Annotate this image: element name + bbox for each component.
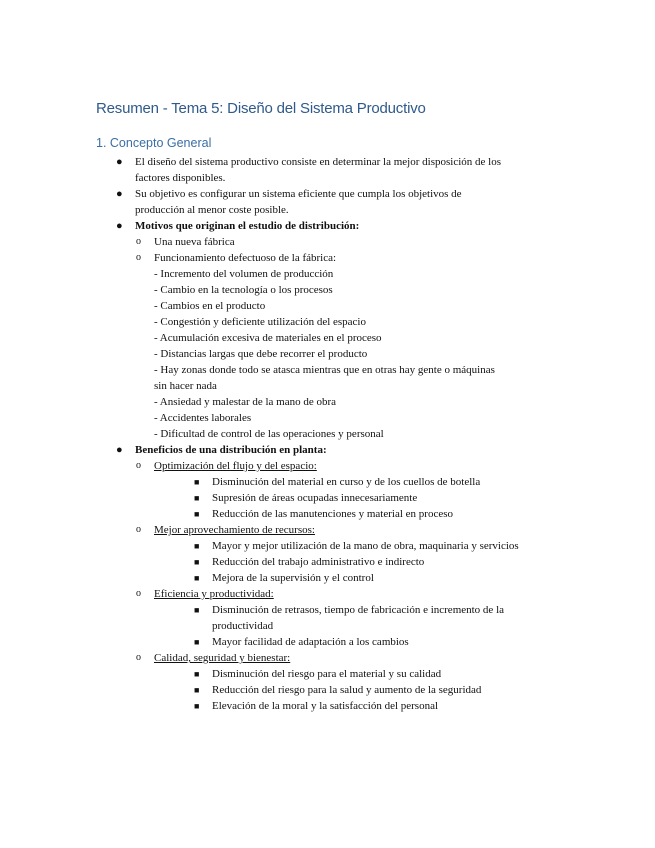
circle-marker: o (136, 460, 141, 471)
list-item-label: Beneficios de una distribución en planta: (135, 444, 327, 456)
benefit-item-text: Disminución de retrasos, tiempo de fabricación e incremento de la (212, 604, 505, 616)
dash-item: - Accidentes laborales (154, 412, 252, 424)
list-item-continuation: factores disponibles. (135, 172, 226, 184)
bullet-marker: ● (116, 220, 123, 232)
dash-item: - Congestión y deficiente utilización del espacio (154, 316, 366, 328)
sub-list-item-text: Una nueva fábrica (154, 236, 235, 248)
benefit-item-text: Supresión de áreas ocupadas innecesariamente (212, 492, 418, 504)
list-item-continuation: producción al menor coste posible. (135, 204, 289, 216)
sub-list-item (96, 250, 566, 266)
benefit-item (96, 570, 566, 586)
benefit-item-text: Disminución del material en curso y de los cuellos de botella (212, 476, 481, 488)
benefit-item (96, 554, 566, 570)
list-item-text: Su objetivo es configurar un sistema eficiente que cumpla los objetivos de (135, 188, 462, 200)
benefit-item-continuation: productividad (212, 620, 274, 632)
dash-item: - Ansiedad y malestar de la mano de obra (154, 396, 337, 408)
benefit-item (96, 602, 566, 618)
dash-item: - Hay zonas donde todo se atasca mientras que en otras hay gente o máquinas (154, 364, 495, 376)
list-item (96, 186, 566, 202)
square-marker: ■ (194, 669, 200, 679)
dash-item: - Acumulación excesiva de materiales en el proceso (154, 332, 382, 344)
sub-list-item-text: Funcionamiento defectuoso de la fábrica: (154, 252, 337, 264)
dash-item-continuation: sin hacer nada (154, 380, 217, 392)
square-marker: ■ (194, 573, 200, 583)
benefit-item (96, 666, 566, 682)
benefit-group-heading (96, 586, 566, 602)
dash-item: - Distancias largas que debe recorrer el producto (154, 348, 368, 360)
dash-item: - Dificultad de control de las operaciones y personal (154, 428, 384, 440)
benefit-item-text: Mejora de la supervisión y el control (212, 572, 374, 584)
bullet-marker: ● (116, 444, 123, 456)
benefit-item-text: Mayor facilidad de adaptación a los cambios (212, 636, 409, 648)
list-item (96, 442, 566, 458)
benefit-item (96, 474, 566, 490)
square-marker: ■ (194, 477, 200, 487)
square-marker: ■ (194, 637, 200, 647)
group-heading-text: Optimización del flujo y del espacio: (154, 460, 317, 472)
group-heading-text: Eficiencia y productividad: (154, 588, 274, 600)
list-item-text: El diseño del sistema productivo consiste en determinar la mejor disposición de los (135, 156, 501, 168)
circle-marker: o (136, 236, 141, 247)
benefit-group-heading (96, 458, 566, 474)
section-content (96, 154, 566, 714)
square-marker: ■ (194, 605, 200, 615)
sub-list-item (96, 234, 566, 250)
bullet-marker: ● (116, 188, 123, 200)
dash-item: - Cambio en la tecnología o los procesos (154, 284, 333, 296)
benefit-item-text: Disminución del riesgo para el material y su calidad (212, 668, 442, 680)
benefit-group-heading (96, 650, 566, 666)
group-heading-text: Calidad, seguridad y bienestar: (154, 652, 291, 664)
circle-marker: o (136, 588, 141, 599)
square-marker: ■ (194, 493, 200, 503)
benefit-item (96, 506, 566, 522)
square-marker: ■ (194, 541, 200, 551)
square-marker: ■ (194, 685, 200, 695)
square-marker: ■ (194, 701, 200, 711)
benefit-group-heading (96, 522, 566, 538)
group-heading-text: Mejor aprovechamiento de recursos: (154, 524, 315, 536)
benefit-item (96, 698, 566, 714)
list-item (96, 218, 566, 234)
dash-item: - Cambios en el producto (154, 300, 266, 312)
section-heading: 1. Concepto General (96, 136, 212, 150)
list-item (96, 154, 566, 170)
document-title: Resumen - Tema 5: Diseño del Sistema Productivo (96, 100, 426, 117)
dash-item: - Incremento del volumen de producción (154, 268, 334, 280)
benefit-item (96, 682, 566, 698)
benefit-item (96, 634, 566, 650)
square-marker: ■ (194, 509, 200, 519)
square-marker: ■ (194, 557, 200, 567)
benefit-item-text: Elevación de la moral y la satisfacción del personal (212, 700, 439, 712)
circle-marker: o (136, 652, 141, 663)
circle-marker: o (136, 252, 141, 263)
list-item-label: Motivos que originan el estudio de distribución: (135, 220, 360, 232)
benefit-item-text: Reducción del trabajo administrativo e indirecto (212, 556, 425, 568)
benefit-item-text: Mayor y mejor utilización de la mano de obra, maquinaria y servicios (212, 540, 519, 552)
benefit-item-text: Reducción del riesgo para la salud y aumento de la seguridad (212, 684, 482, 696)
benefit-item (96, 538, 566, 554)
circle-marker: o (136, 524, 141, 535)
bullet-marker: ● (116, 156, 123, 168)
benefit-item-text: Reducción de las manutenciones y material en proceso (212, 508, 453, 520)
benefit-item (96, 490, 566, 506)
